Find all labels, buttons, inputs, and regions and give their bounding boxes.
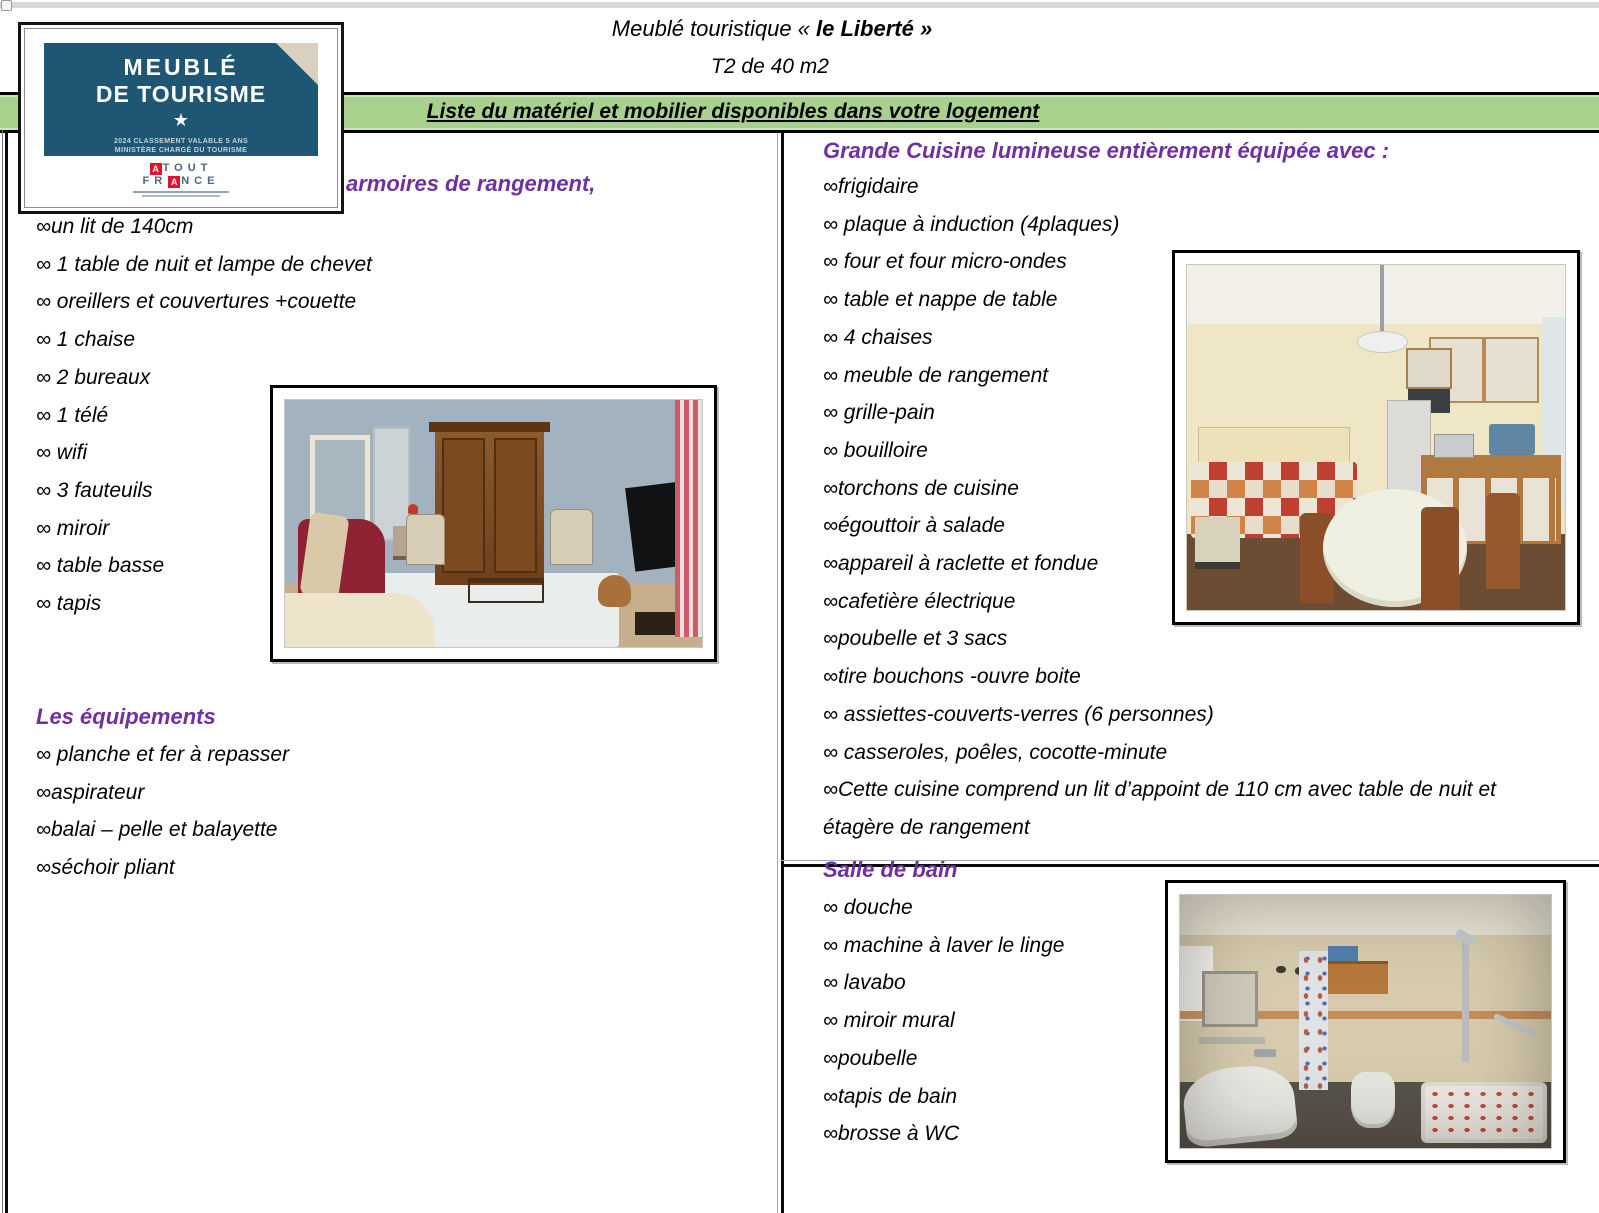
table-left-border-thin (2, 130, 3, 1213)
armoire-cornice (429, 422, 550, 432)
list-item: ∞ assiettes-couverts-verres (6 personnes) (823, 702, 1214, 726)
list-item: ∞ tapis (36, 592, 102, 616)
list-item: ∞ casseroles, poêles, cocotte-minute (823, 740, 1168, 764)
atout-fineprint-bar (133, 191, 229, 193)
list-item: ∞ 2 bureaux (36, 365, 151, 389)
list-item: ∞ 1 table de nuit et lampe de chevet (36, 252, 373, 276)
living-room-scene (284, 399, 703, 648)
list-item: ∞ 1 télé (36, 403, 109, 427)
list-item: ∞ table basse (36, 554, 165, 578)
list-item: ∞appareil à raclette et fondue (823, 552, 1099, 576)
list-item: ∞frigidaire (823, 175, 919, 198)
chambre-heading-fragment: armoires de rangement, (346, 171, 596, 196)
column-divider (781, 133, 784, 1213)
list-item: ∞ oreillers et couvertures +couette (36, 290, 357, 314)
list-item: ∞aspirateur (36, 780, 145, 804)
armoire-door (494, 438, 537, 573)
stool (598, 575, 631, 607)
bathroom-photo (1165, 880, 1566, 1163)
ceiling (1187, 265, 1565, 324)
kitchen-scene (1186, 264, 1566, 611)
doc-title-name: le Liberté (816, 16, 914, 41)
wooden-armoire (435, 432, 543, 585)
doc-title-suffix: » (913, 16, 933, 41)
atout-row-bottom (25, 175, 337, 188)
plaque-classement-text (44, 137, 318, 155)
toaster-oven (1434, 434, 1474, 458)
list-item: ∞un lit de 140cm (36, 215, 194, 238)
small-corner-icon (1, 0, 12, 11)
plaque-blue-panel (44, 43, 318, 156)
list-item: ∞ 1 chaise (36, 328, 136, 352)
list-item: ∞ wifi (36, 441, 88, 465)
striped-curtain (675, 400, 702, 637)
atout-top-letters: TOUT (162, 162, 213, 174)
beige-throw (299, 512, 350, 600)
daybed-headboard (1198, 427, 1349, 465)
list-item: ∞ grille-pain (823, 401, 935, 425)
atout-fineprint-bar (142, 195, 220, 197)
meuble-de-tourisme-plaque (18, 22, 344, 214)
atout-france-logo (25, 162, 337, 197)
plaque-inner-frame (24, 28, 338, 208)
plaque-title-line1: MEUBLÉ (123, 54, 239, 80)
plaque-corner-fold (276, 43, 318, 85)
pendant-lamp-shade (1357, 331, 1408, 354)
list-item: ∞Cette cuisine comprend un lit d’appoint de 110 cm avec table de nuit et étagère de rangement (823, 778, 1496, 839)
wooden-chair (1486, 493, 1520, 590)
bed-corner (285, 593, 435, 647)
upholstered-chair (550, 509, 594, 565)
blue-appliance (1489, 424, 1534, 455)
doc-title-prefix: Meublé touristique « (611, 16, 817, 41)
list-item: ∞poubelle (823, 1046, 918, 1070)
equipements-heading: Les équipements (36, 704, 216, 729)
photo-darkening-overlay (1180, 895, 1551, 1148)
equipements-list (36, 736, 736, 887)
kitchen-photo (1172, 250, 1580, 625)
cuisine-heading: Grande Cuisine lumineuse entièrement équipée avec : (823, 138, 1390, 163)
list-item: ∞cafetière électrique (823, 589, 1016, 613)
list-item: ∞ machine à laver le linge (823, 933, 1065, 957)
living-room-photo (270, 385, 717, 662)
classement-line1: 2024 CLASSEMENT VALABLE 5 ANS (113, 138, 249, 145)
atout-bottom-pre: FR (142, 175, 168, 187)
list-item: ∞torchons de cuisine (823, 476, 1019, 500)
list-item: ∞tapis de bain (823, 1084, 958, 1108)
list-item: ∞ 4 chaises (823, 325, 933, 349)
list-item: ∞balai – pelle et balayette (36, 818, 278, 842)
window-edge-strip (0, 2, 1599, 8)
doc-subtitle: T2 de 40 m2 (711, 55, 829, 78)
list-item: ∞ lavabo (823, 971, 906, 995)
coffee-table (468, 578, 543, 603)
upper-cabinet-small (1406, 348, 1451, 389)
list-item: ∞ douche (823, 896, 913, 919)
list-item: ∞ miroir (36, 516, 110, 540)
column-divider-thin (777, 133, 778, 1213)
red-lamp (408, 504, 418, 514)
list-item: ∞ meuble de rangement (823, 363, 1049, 387)
star-icon: ★ (172, 110, 190, 130)
list-item: ∞ miroir mural (823, 1009, 955, 1033)
plaque-title-line2: DE TOURISME (95, 81, 267, 107)
classement-line2: MINISTÈRE CHARGÉ DU TOURISME (114, 147, 248, 154)
list-item: ∞ table et nappe de table (823, 288, 1058, 312)
list-item: ∞ planche et fer à repasser (36, 743, 290, 766)
atout-bottom-post: NCE (181, 175, 220, 187)
armoire-door (442, 438, 485, 573)
bathroom-scene (1179, 894, 1552, 1149)
atout-red-square-icon: A (150, 163, 162, 175)
table-left-border (5, 130, 8, 1213)
list-item: ∞séchoir pliant (36, 856, 175, 880)
list-item: ∞ bouilloire (823, 438, 928, 462)
list-item: ∞ plaque à induction (4plaques) (823, 212, 1120, 236)
wooden-chair (1421, 507, 1459, 611)
list-item: ∞égouttoir à salade (823, 514, 1005, 538)
list-item: ∞tire bouchons -ouvre boite (823, 665, 1081, 689)
upholstered-chair (406, 514, 446, 565)
room-door (373, 427, 411, 541)
list-item: ∞brosse à WC (823, 1122, 960, 1146)
salle-de-bain-heading: Salle de bain (823, 857, 958, 882)
list-item: ∞ 3 fauteuils (36, 478, 153, 502)
atout-row-top (25, 162, 337, 175)
atout-red-square-icon: A (168, 176, 180, 188)
pendant-lamp-cord (1380, 265, 1384, 337)
list-item: ∞poubelle et 3 sacs (823, 627, 1008, 651)
banner-title: Liste du matériel et mobilier disponibles dans votre logement (426, 100, 1040, 123)
list-item: ∞ four et four micro-ondes (823, 250, 1067, 274)
sewing-table (1195, 517, 1240, 569)
